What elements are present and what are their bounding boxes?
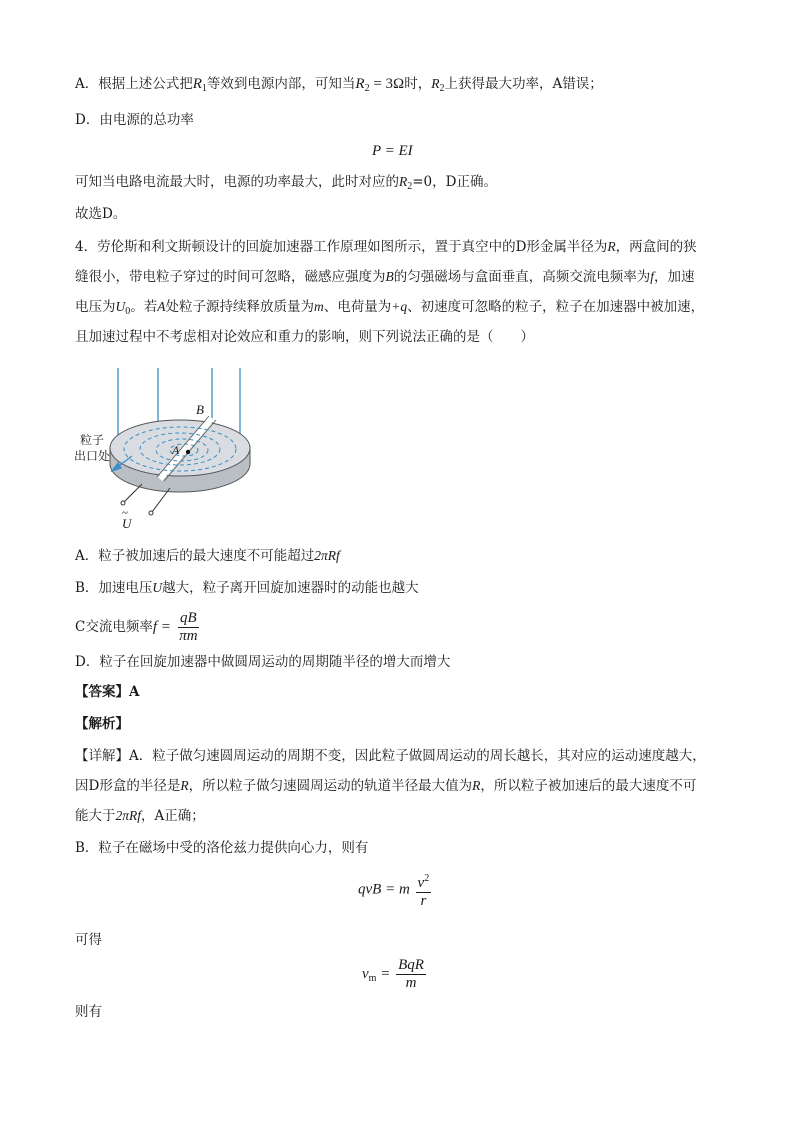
analysis-heading: 【解析】 [75,716,129,732]
text-zeyou: 则有 [75,1004,102,1020]
prev-option-a: A．根据上述公式把$R_1$等效到电源内部，可知当$R_2 = 3\Omega$时，$R_2$上获得最大功率，A错误； [75,76,603,94]
answer: 【答案】A [75,684,140,700]
label-exit-1: 粒子 [80,433,105,447]
option-d: D．粒子在回旋加速器中做圆周运动的周期随半径的增大而增大 [75,654,451,670]
label-u: U [122,516,132,531]
option-c-fraction: $\frac{qB}{\pi m}$ [179,610,198,644]
question-4-line-4: 且加速过程中不考虑相对论效应和重力的影响，则下列说法正确的是（ ） [75,329,534,345]
equation-lorentz: qvB = m $\frac{v^2}{r}$ [358,870,433,910]
formula-power: P = EI [372,143,413,159]
question-4-line-1: 4．劳伦斯和利文斯顿设计的回旋加速器工作原理如图所示，置于真空中的D形金属半径为R，两盒间的狭 [75,239,697,255]
label-b: B [196,402,204,417]
label-exit-2: 出口处 [74,449,111,463]
detail-line-1: 【详解】A．粒子做匀速圆周运动的周期不变，因此粒子做圆周运动的周长越长，其对应的运动速度越大， [75,748,706,764]
equation-vmax: $v_m$ = $\frac{\text{BqR}}{m}$ [362,957,424,992]
option-a: A．粒子被加速后的最大速度不可能超过2πRf [75,548,340,564]
detail-line-3: 能大于2πRf，A正确； [75,808,205,824]
particle-source [186,450,190,454]
prev-option-d-cont: 可知当电路电流最大时，电源的功率最大，此时对应的$R_2=0$，D正确。 [75,174,497,192]
dee-top [110,420,250,476]
option-b: B．加速电压U越大，粒子离开回旋加速器时的动能也越大 [75,580,419,596]
text-kede: 可得 [75,932,102,948]
cyclotron-figure [74,364,280,534]
option-c: C交流电频率f = $\frac{qB}{\pi m}$ [75,610,198,644]
prev-answer-choice: 故选D。 [75,206,127,222]
question-4-line-2: 缝很小，带电粒子穿过的时间可忽略，磁感应强度为B的匀强磁场与盒面垂直，高频交流电频率为f，加速 [75,269,695,285]
detail-line-2: 因D形盒的半径是R，所以粒子做匀速圆周运动的轨道半径最大值为R，所以粒子被加速后的最大速度不可 [75,778,697,794]
label-tilde: ~ [122,507,128,519]
prev-option-d: D．由电源的总功率 [75,112,194,128]
question-4-line-3: 电压为$U_0$。若A处粒子源持续释放质量为m、电荷量为+q、初速度可忽略的粒子，粒子在加速器中被加速， [75,299,705,317]
label-a: A [172,443,180,457]
detail-b: B．粒子在磁场中受的洛伦兹力提供向心力，则有 [75,840,369,856]
